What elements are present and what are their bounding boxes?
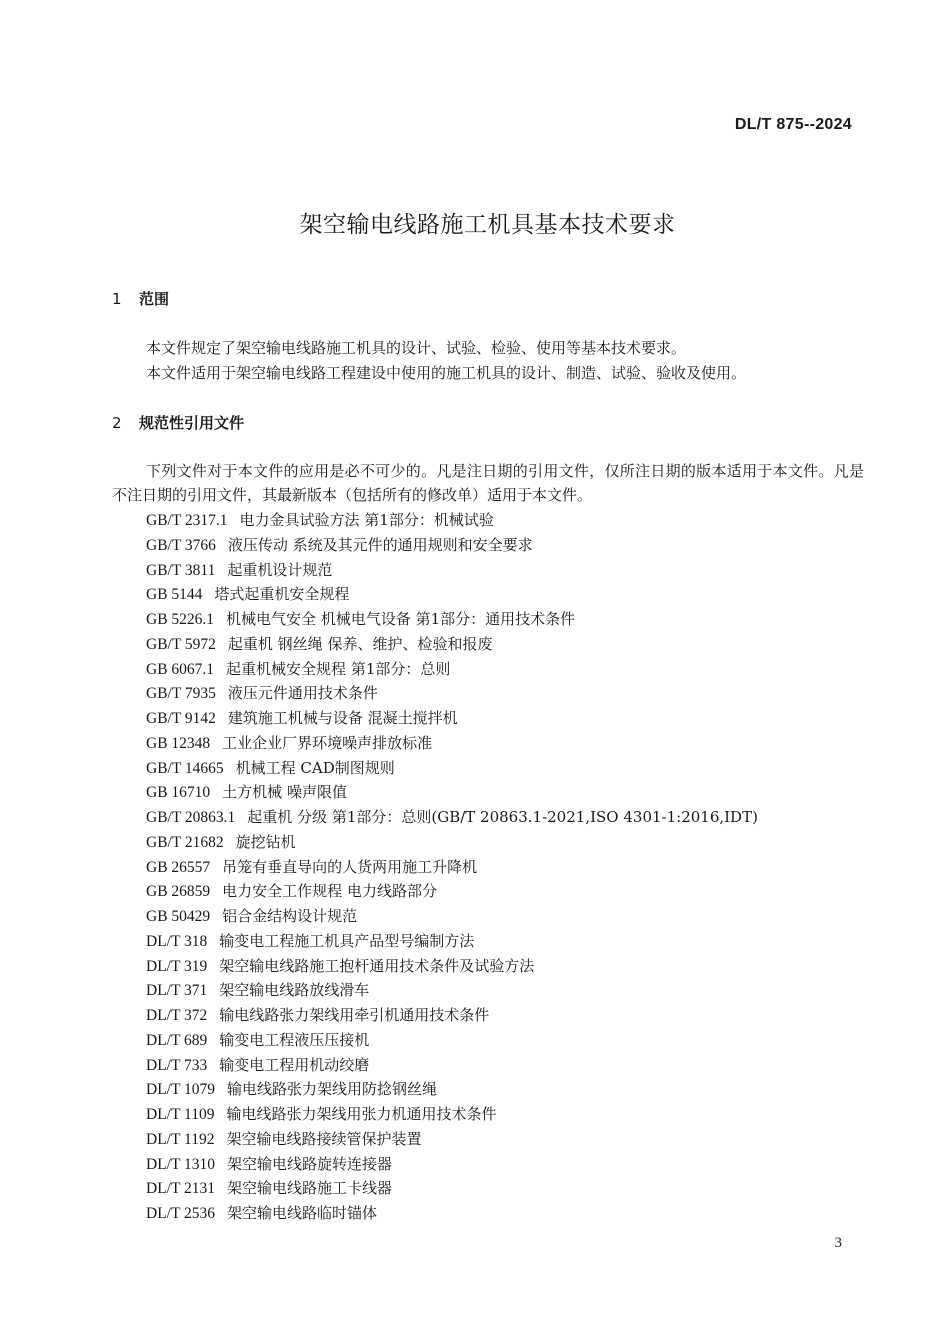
section-1-paragraph-1: 本文件规定了架空输电线路施工机具的设计、试验、检验、使用等基本技术要求。 <box>146 339 687 357</box>
section-1-number: 1 <box>112 290 122 308</box>
reference-item <box>146 1152 758 1177</box>
page-number: 3 <box>834 1235 842 1251</box>
reference-title: 起重机 分级 第1部分：总则(GB/T 20863.1-2021,ISO 4301-1:2016,IDT) <box>247 808 758 826</box>
reference-title: 架空输电线路接续管保护装置 <box>226 1129 422 1148</box>
reference-item <box>146 978 758 1003</box>
reference-title: 工业企业厂界环境噪声排放标准 <box>222 733 433 752</box>
reference-item <box>146 879 758 904</box>
reference-code: DL/T 733 <box>146 1056 208 1074</box>
reference-title: 液压传动 系统及其元件的通用规则和安全要求 <box>227 535 533 554</box>
reference-item <box>146 1102 758 1127</box>
reference-code: GB/T 7935 <box>146 685 216 703</box>
reference-code: GB 16710 <box>146 784 211 802</box>
reference-title: 土方机械 噪声限值 <box>222 783 347 802</box>
section-2-heading <box>112 412 244 433</box>
reference-title: 架空输电线路施工抱杆通用技术条件及试验方法 <box>219 956 535 975</box>
reference-title: 塔式起重机安全规程 <box>214 585 350 604</box>
reference-item <box>146 582 758 607</box>
reference-title: 输变电工程用机动绞磨 <box>219 1055 370 1074</box>
reference-title: 起重机设计规范 <box>227 560 333 579</box>
reference-code: GB 26557 <box>146 858 211 876</box>
reference-title: 架空输电线路旋转连接器 <box>227 1154 393 1173</box>
reference-item <box>146 1053 758 1078</box>
reference-item <box>146 508 758 533</box>
reference-title: 机械电气安全 机械电气设备 第1部分：通用技术条件 <box>226 610 576 628</box>
reference-title: 架空输电线路放线滑车 <box>219 981 370 1000</box>
reference-code: GB/T 20863.1 <box>146 809 236 826</box>
section-2-number: 2 <box>112 414 122 432</box>
reference-title: 机械工程 CAD制图规则 <box>235 758 395 777</box>
reference-code: DL/T 689 <box>146 1031 208 1049</box>
reference-item <box>146 607 758 632</box>
reference-title: 液压元件通用技术条件 <box>227 684 378 703</box>
reference-item <box>146 830 758 855</box>
reference-code: GB 6067.1 <box>146 660 215 678</box>
reference-title: 输变电工程液压压接机 <box>219 1030 370 1049</box>
reference-code: DL/T 371 <box>146 982 208 1000</box>
reference-code: DL/T 1079 <box>146 1081 216 1099</box>
reference-title: 架空输电线路施工卡线器 <box>227 1179 393 1198</box>
reference-code: GB 26859 <box>146 883 211 901</box>
reference-item <box>146 805 758 830</box>
reference-item <box>146 731 758 756</box>
section-1-title: 范围 <box>139 290 170 308</box>
reference-title: 输电线路张力架线用牵引机通用技术条件 <box>219 1006 490 1024</box>
reference-code: GB 5226.1 <box>146 611 215 628</box>
section-1-paragraph-2: 本文件适用于架空输电线路工程建设中使用的施工机具的设计、制造、试验、验收及使用。 <box>146 364 747 382</box>
reference-code: GB/T 9142 <box>146 710 216 727</box>
reference-code: GB/T 14665 <box>146 759 224 777</box>
reference-code: GB 12348 <box>146 734 211 752</box>
reference-item <box>146 780 758 805</box>
reference-title: 输电线路张力架线用张力机通用技术条件 <box>226 1105 497 1123</box>
reference-item <box>146 756 758 781</box>
reference-code: DL/T 372 <box>146 1007 208 1024</box>
document-title: 架空输电线路施工机具基本技术要求 <box>299 212 676 238</box>
reference-item <box>146 533 758 558</box>
reference-title: 架空输电线路临时锚体 <box>227 1204 378 1222</box>
reference-code: GB/T 3766 <box>146 536 216 554</box>
reference-title: 电力安全工作规程 电力线路部分 <box>222 882 437 901</box>
reference-title: 电力金具试验方法 第1部分：机械试验 <box>239 511 494 529</box>
reference-item <box>146 1028 758 1053</box>
reference-code: DL/T 1109 <box>146 1106 215 1123</box>
reference-title: 建筑施工机械与设备 混凝土搅拌机 <box>227 709 458 727</box>
section-2-intro: 下列文件对于本文件的应用是必不可少的。凡是注日期的引用文件，仅所注日期的版本适用于本文件。凡是不注日期的引用文件，其最新版本（包括所有的修改单）适用于本文件。 <box>112 462 864 504</box>
reference-title: 输变电工程施工机具产品型号编制方法 <box>219 931 475 950</box>
reference-item <box>146 1077 758 1102</box>
reference-item <box>146 929 758 954</box>
reference-title: 吊笼有垂直导向的人货两用施工升降机 <box>222 857 478 876</box>
reference-item <box>146 954 758 979</box>
section-2-title: 规范性引用文件 <box>139 414 245 432</box>
reference-item <box>146 632 758 657</box>
reference-code: GB/T 2317.1 <box>146 512 228 529</box>
section-1-heading <box>112 288 169 309</box>
reference-title: 起重机 钢丝绳 保养、维护、检验和报废 <box>227 634 493 653</box>
reference-code: DL/T 2131 <box>146 1180 216 1198</box>
reference-code: DL/T 1192 <box>146 1130 215 1148</box>
reference-item <box>146 558 758 583</box>
standard-code: DL/T 875--2024 <box>734 116 852 133</box>
reference-code: GB 50429 <box>146 908 211 925</box>
reference-item <box>146 1176 758 1201</box>
reference-item <box>146 1127 758 1152</box>
reference-code: DL/T 2536 <box>146 1205 216 1222</box>
reference-code: GB/T 3811 <box>146 561 216 579</box>
reference-code: GB/T 5972 <box>146 635 216 653</box>
reference-code: GB 5144 <box>146 586 203 604</box>
reference-item <box>146 904 758 929</box>
reference-title: 旋挖钻机 <box>235 832 296 851</box>
reference-code: GB/T 21682 <box>146 833 224 851</box>
reference-code: DL/T 318 <box>146 932 208 950</box>
reference-title: 起重机械安全规程 第1部分：总则 <box>226 659 451 678</box>
reference-list <box>146 508 758 1226</box>
reference-title: 输电线路张力架线用防捻钢丝绳 <box>227 1080 438 1099</box>
reference-item <box>146 706 758 731</box>
reference-code: DL/T 1310 <box>146 1155 216 1173</box>
reference-item <box>146 1003 758 1028</box>
reference-item <box>146 657 758 682</box>
reference-item <box>146 1201 758 1226</box>
reference-item <box>146 855 758 880</box>
reference-item <box>146 681 758 706</box>
reference-title: 铝合金结构设计规范 <box>222 907 358 925</box>
reference-code: DL/T 319 <box>146 957 208 975</box>
